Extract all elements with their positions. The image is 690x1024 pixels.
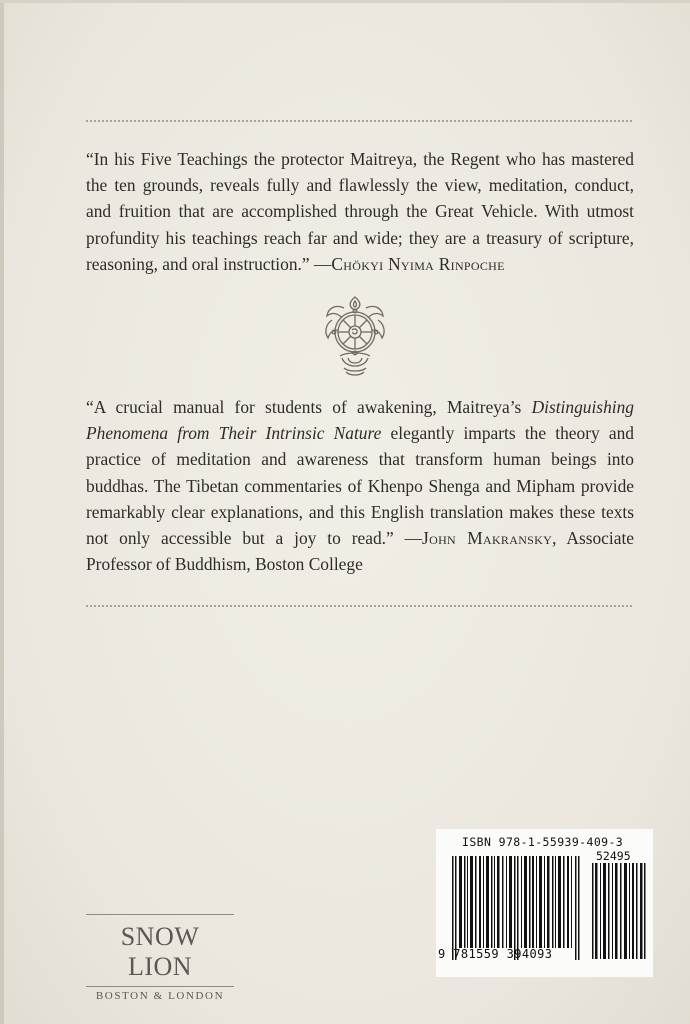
quote-2-attribution: John Makransky: [422, 528, 553, 549]
dotted-rule-bottom: [86, 605, 632, 607]
book-title: Distinguishing Phenomena from Their Intrinsic Nature: [86, 397, 634, 444]
endorsement-quote-2: “A crucial manual for students of awakening, Maitreya’s Distinguishing Phenomena from Their Intrinsic Nature elegantly imparts the theory and practice of meditation and awareness that transform human beings into buddhas. The Tibetan commentaries of Khenpo Shenga and Mipham provide remarkably clear explanations, and this English translation makes these texts not only accessible but a joy to read.” —John Makransky, Associate Professor of Buddhism, Boston College: [86, 397, 634, 575]
quote-1-text: “In his Five Teachings the protector Maitreya, the Regent who has mastered the ten grounds, reveals fully and flawlessly the view, meditation, conduct, and fruition that are accomplished through the Great Vehicle. With utmost profundity his teachings reach far and wide; they are a treasury of scripture, reasoning, and oral instruction.”: [86, 149, 634, 274]
cover-edge-left: [0, 0, 4, 1024]
isbn-barcode: [452, 856, 580, 960]
price-code: 52495: [596, 849, 631, 863]
isbn-label: ISBN 978-1-55939-409-3: [462, 835, 624, 849]
price-barcode: [592, 863, 646, 959]
publisher-name: SNOW LION: [120, 922, 200, 981]
quote-2-affiliation: , Associate Professor of Buddhism, Boston College: [86, 528, 634, 575]
barcode-panel: [436, 829, 653, 977]
publisher-cities: BOSTON & LONDON: [95, 990, 225, 1002]
quote-1-attribution: Chökyi Nyima Rinpoche: [331, 253, 505, 274]
cover-edge-top: [0, 0, 690, 3]
publisher-logo: [86, 914, 234, 1002]
dharma-wheel-icon: [318, 294, 392, 378]
endorsement-quote-1: “In his Five Teachings the protector Maitreya, the Regent who has mastered the ten grounds, reveals fully and flawlessly the view, meditation, conduct, and fruition that are accomplished through the Great Vehicle. With utmost profundity his teachings reach far and wide; they are a treasury of scripture, reasoning, and oral instruction.” —Chökyi Nyima Rinpoche: [86, 149, 634, 274]
dotted-rule-top: [86, 120, 632, 122]
barcode-digits: 9 781559 394093: [438, 947, 553, 961]
